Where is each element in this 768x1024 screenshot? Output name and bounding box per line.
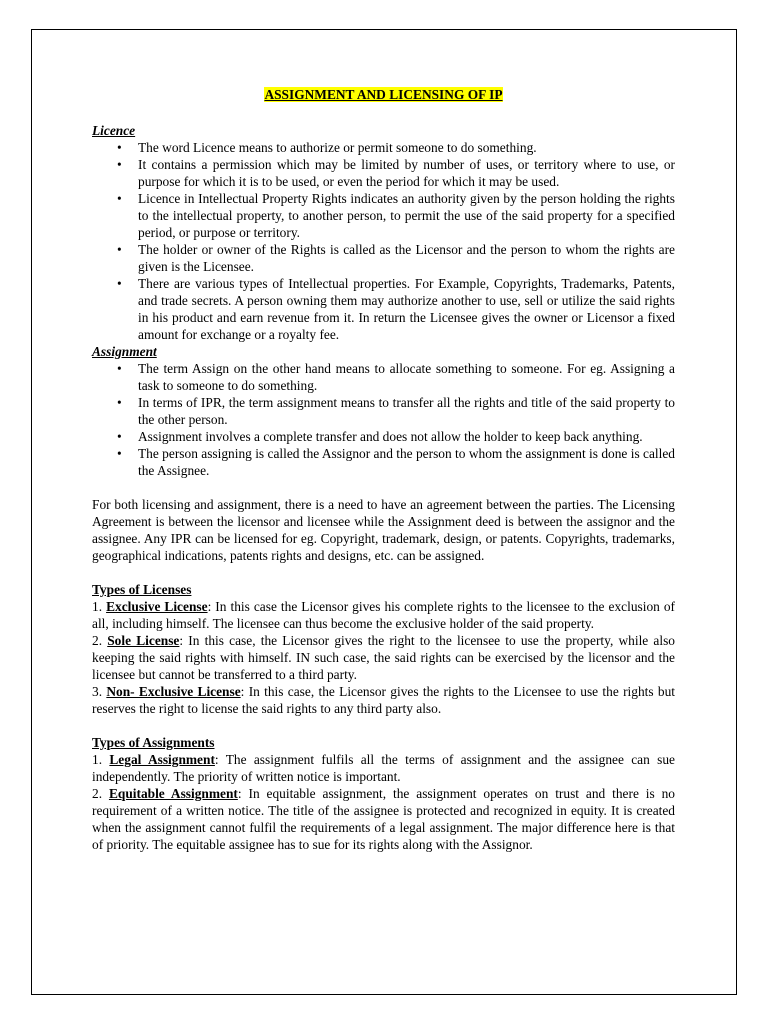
document-body: [92, 86, 675, 853]
list-item: • Assignment involves a complete transfer and does not allow the holder to keep back anything.: [138, 428, 675, 445]
item-text: : In equitable assignment, the assignment operates on trust and there is no requirement of a written notice. The title of the assignee is protected and recognized in equity. It is created when the assignment cannot fulfil the requirements of a legal assignment. The major difference here is that of priority. The equitable assignee has to sue for its rights along with the Assignor.: [92, 786, 675, 852]
licence-heading: Licence: [92, 123, 136, 138]
list-item: • The holder or owner of the Rights is called as the Licensor and the person to whom the rights are given is the Licensee.: [138, 241, 675, 275]
item-number: 1.: [92, 599, 107, 614]
assignment-item-legal: [92, 751, 675, 785]
license-item-non-exclusive: [92, 683, 675, 717]
item-number: 2.: [92, 633, 108, 648]
item-term: Equitable Assignment: [108, 786, 238, 801]
document-title: ASSIGNMENT AND LICENSING OF IP: [264, 87, 503, 102]
types-of-assignments-heading: Types of Assignments: [92, 735, 215, 750]
license-item-sole: [92, 632, 675, 683]
list-item: • The word Licence means to authorize or permit someone to do something.: [138, 139, 675, 156]
license-item-exclusive: [92, 598, 675, 632]
licence-bullet-list: [92, 139, 675, 343]
item-term: Non- Exclusive License: [106, 684, 241, 699]
list-item: • Licence in Intellectual Property Rights indicates an authority given by the person holding the rights to the intellectual property, to another person, to permit the use of the said property for a specified period, or purpose or territory.: [138, 190, 675, 241]
item-text: : In this case, the Licensor gives the right to the licensee to use the property, while also keeping the said rights with himself. IN such case, the said rights can be exercised by the licensor and the licensee but cannot be transferred to a third party.: [92, 633, 676, 682]
item-text: : The assignment fulfils all the terms of assignment and the assignee can sue independently. The priority of written notice is important.: [92, 752, 675, 784]
title-block: [92, 86, 675, 103]
list-item: • It contains a permission which may be limited by number of uses, or territory where to use, or purpose for which it is to be used, or even the period for which it may be used.: [138, 156, 675, 190]
item-number: 3.: [92, 684, 107, 699]
assignment-bullet-list: [92, 360, 675, 479]
list-item: • There are various types of Intellectual properties. For Example, Copyrights, Trademarks, Patents, and trade secrets. A person owning them may authorize another to use, sell or utilize the said rights in his product and earn revenue from it. In return the Licensee gives the owner or Licensor a fixed amount for exchange or a royalty fee.: [138, 275, 675, 343]
assignment-item-equitable: [92, 785, 675, 853]
item-text: : In this case, the Licensor gives the rights to the Licensee to use the rights but reserves the right to license the said rights to any third party also.: [92, 684, 675, 716]
item-number: 1.: [92, 752, 110, 767]
list-item: • The person assigning is called the Assignor and the person to whom the assignment is done is called the Assignee.: [138, 445, 675, 479]
item-number: 2.: [92, 786, 109, 801]
list-item: • The term Assign on the other hand means to allocate something to someone. For eg. Assigning a task to someone to do something.: [138, 360, 675, 394]
types-of-licenses-heading: Types of Licenses: [92, 582, 192, 597]
item-text: : In this case the Licensor gives his complete rights to the licensee to the exclusion of all, including himself. The licensee can thus become the exclusive holder of the said property.: [92, 599, 676, 631]
item-term: Sole License: [107, 633, 180, 648]
assignment-heading: Assignment: [92, 344, 157, 359]
agreement-paragraph: For both licensing and assignment, there is a need to have an agreement between the parties. The Licensing Agreement is between the licensor and licensee while the Assignment deed is between the assignor and the assignee. Any IPR can be licensed for eg. Copyright, trademark, design, or patents. Copyrights, trademarks, geographical indications, patents rights and designs, etc. can be assigned.: [92, 497, 675, 563]
item-term: Exclusive License: [106, 599, 208, 614]
list-item: • In terms of IPR, the term assignment means to transfer all the rights and title of the said property to the other person.: [138, 394, 675, 428]
item-term: Legal Assignment: [109, 752, 215, 767]
